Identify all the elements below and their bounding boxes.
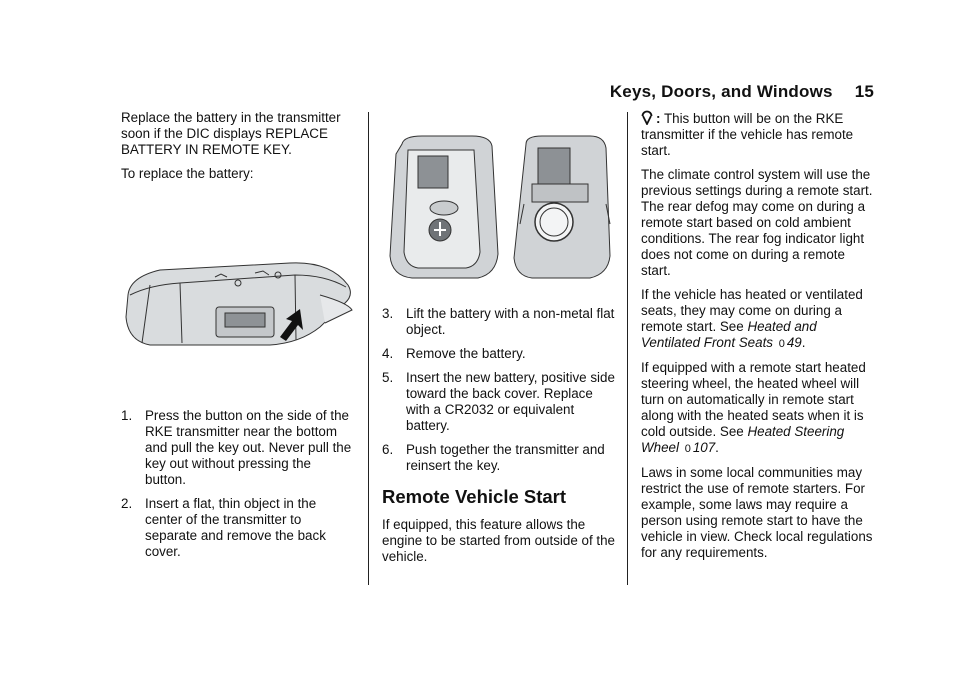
remote-start-icon [641, 110, 653, 125]
section-title: Keys, Doors, and Windows [609, 82, 833, 101]
page-ref-arrow: 0 [684, 443, 691, 455]
column-2 [382, 306, 617, 573]
list-item: 2. Insert a flat, thin object in the center of the transmitter to separate and remove the back cover. [121, 496, 326, 559]
battery-steps-list-2 [382, 306, 617, 474]
page-ref-number[interactable]: 107 [692, 440, 716, 455]
list-item: 4. Remove the battery. [382, 346, 526, 361]
intro-paragraph: Replace the battery in the transmitter soon if the DIC displays REPLACE BATTERY IN REMOTE KEY. [121, 110, 341, 157]
remote-start-button-paragraph: : This button will be on the RKE transmitter if the vehicle has remote start. [641, 111, 854, 158]
column-3 [641, 110, 876, 569]
list-item: 5. Insert the new battery, positive side toward the back cover. Replace with a CR2032 or equivalent battery. [382, 370, 615, 433]
page-ref-arrow: 0 [778, 338, 785, 350]
heated-seats-paragraph: If the vehicle has heated or ventilated seats, they may come on during a remote start. See Heated and Ventilated Front Seats 0 49. [641, 287, 863, 350]
heated-seats-link[interactable]: Heated and Ventilated Front Seats [641, 319, 817, 350]
list-item: 6. Push together the transmitter and reinsert the key. [382, 442, 605, 473]
lead-paragraph: To replace the battery: [121, 166, 254, 181]
column-divider [627, 112, 628, 585]
page-header [610, 82, 874, 102]
remote-start-intro: If equipped, this feature allows the engine to be started from outside of the vehicle. [382, 517, 615, 564]
heated-wheel-link[interactable]: Heated Steering Wheel [641, 424, 845, 455]
battery-steps-list-1 [121, 408, 353, 560]
column-1-steps [121, 408, 353, 568]
key-fob-side-illustration [120, 255, 356, 355]
list-item: 1. Press the button on the side of the RKE transmitter near the bottom and pull the key out. Never pull the key out without pressing the button. [121, 408, 352, 487]
column-divider [368, 112, 369, 585]
list-item: 3. Lift the battery with a non-metal flat object. [382, 306, 615, 337]
page-number: 15 [854, 82, 874, 101]
column-1 [121, 110, 353, 190]
section-heading-remote-start: Remote Vehicle Start [382, 486, 567, 507]
open-transmitter-illustration [382, 134, 612, 282]
climate-paragraph: The climate control system will use the previous settings during a remote start. The rear defog may come on during a remote start based on cold ambient conditions. The rear fog indicator light does not come on during a remote start. [641, 167, 873, 278]
local-laws-paragraph: Laws in some local communities may restrict the use of remote starters. For example, some laws may require a person using remote start to have the vehicle in view. Check local regulations for any requirements. [641, 465, 873, 560]
page-ref-number[interactable]: 49 [786, 335, 802, 350]
heated-wheel-paragraph: If equipped with a remote start heated steering wheel, the heated wheel will turn on automatically in remote start along with the heated seats when it is cold outside. See Heated Steering Wheel 0 107. [641, 360, 866, 455]
